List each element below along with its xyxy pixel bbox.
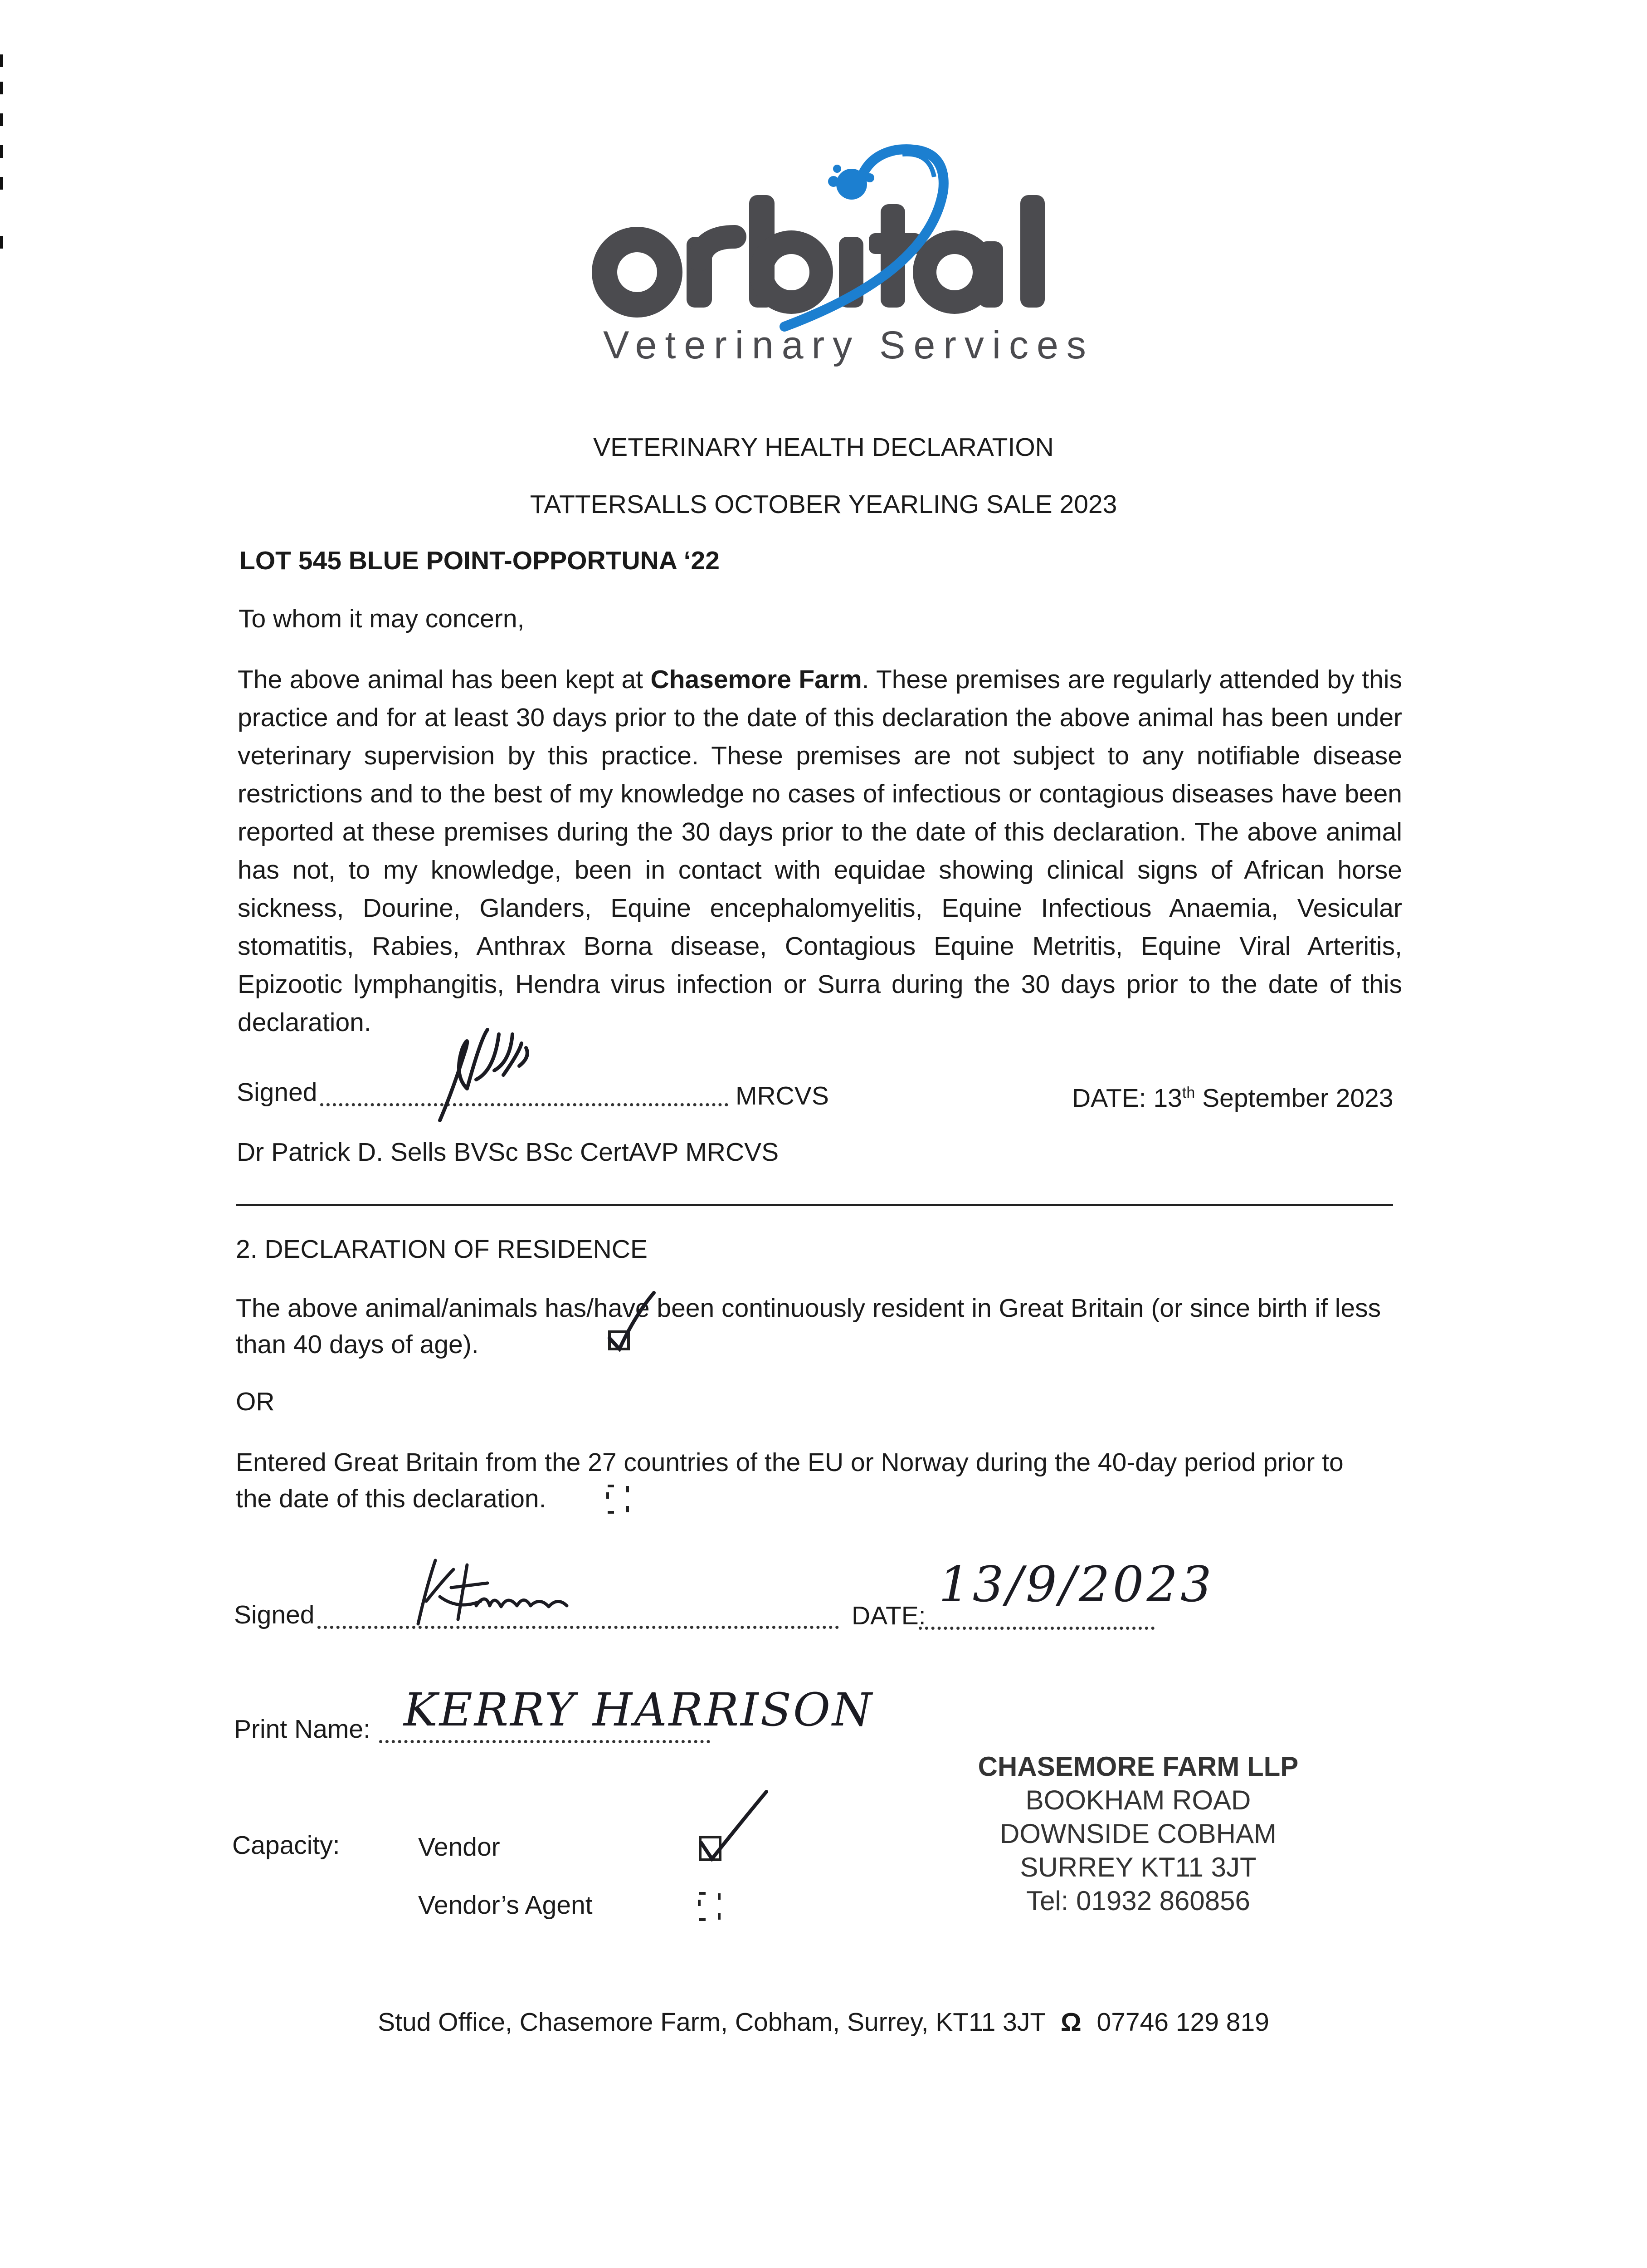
body-text-part2: . These premises are regularly attended by this practice and for at least 30 days prior to the date of this declaration the above animal has been under veterinary supervision by this practice. These premises are not subject to any notifiable disease restrictions and to the best of my knowledge no cases of infectious or contagious diseases have been reported at these premises during the 30 days prior to the date of this declaration. The above animal has not, to my knowledge, been in contact with equidae showing clinical signs of African horse sickness, Dourine, Glanders, Equine encephalomyelitis, Equine Infectious Anaemia, Vesicular stomatitis, Rabies, Anthrax Borna disease, Contagious Equine Metritis, Equine Viral Arteritis, Epizootic lymphangitis, Hendra virus infection or Surra during the 30 days prior to the date of this declaration. bbox=[238, 665, 1402, 1037]
farm-stamp bbox=[925, 1750, 1351, 1918]
date-day: DATE: 13 bbox=[1072, 1084, 1182, 1113]
residence-option1-line2: than 40 days of age). bbox=[236, 1330, 479, 1359]
vendor-checkbox[interactable] bbox=[694, 1783, 785, 1873]
agent-option-label: Vendor’s Agent bbox=[418, 1891, 593, 1920]
vet-signed-label: Signed bbox=[237, 1078, 317, 1107]
residence-option2-line2: the date of this declaration. bbox=[236, 1484, 546, 1513]
or-label: OR bbox=[236, 1387, 275, 1416]
footer-phone: 07746 129 819 bbox=[1096, 2008, 1269, 2037]
scan-mark bbox=[0, 82, 3, 94]
print-name-label: Print Name: bbox=[234, 1715, 370, 1744]
stamp-line3: DOWNSIDE COBHAM bbox=[999, 1818, 1277, 1849]
vendor-signed-label: Signed bbox=[234, 1600, 315, 1629]
capacity-label: Capacity: bbox=[232, 1831, 340, 1860]
lot-heading: LOT 545 BLUE POINT-OPPORTUNA ‘22 bbox=[239, 546, 720, 575]
vendor-handwritten-date: 13/9/2023 bbox=[939, 1556, 1214, 1613]
scan-mark bbox=[0, 54, 3, 67]
footer bbox=[0, 2009, 1647, 2035]
scan-mark bbox=[0, 113, 3, 126]
residence-option1-line1: The above animal/animals has/have been continuously resident in Great Britain (or since birth if less bbox=[236, 1294, 1381, 1323]
vendor-option-label: Vendor bbox=[418, 1833, 500, 1862]
scan-mark bbox=[0, 236, 3, 249]
vendor-signature bbox=[408, 1551, 599, 1628]
phone-icon: Ω bbox=[1060, 2008, 1082, 2037]
stamp-line5: Tel: 01932 860856 bbox=[1026, 1886, 1250, 1916]
residence-heading: 2. DECLARATION OF RESIDENCE bbox=[236, 1235, 648, 1264]
agent-checkbox[interactable] bbox=[697, 1891, 724, 1922]
print-name-value: KERRY HARRISON bbox=[404, 1683, 874, 1736]
logo-subtitle: Veterinary Services bbox=[603, 323, 1094, 367]
scan-mark bbox=[0, 145, 3, 158]
residence-option2-checkbox[interactable] bbox=[605, 1483, 632, 1515]
declaration-body bbox=[238, 660, 1402, 1041]
vet-signature bbox=[426, 1021, 535, 1125]
mrcvs-label: MRCVS bbox=[736, 1081, 829, 1110]
footer-address: Stud Office, Chasemore Farm, Cobham, Surrey, KT11 3JT bbox=[378, 2008, 1046, 2037]
stamp-line2: BOOKHAM ROAD bbox=[1025, 1785, 1251, 1815]
vendor-date-line bbox=[919, 1627, 1155, 1630]
farm-name: Chasemore Farm bbox=[650, 665, 862, 694]
orbital-logo bbox=[585, 136, 1094, 372]
residence-option1-checkbox[interactable] bbox=[603, 1288, 658, 1352]
print-name-line bbox=[379, 1740, 710, 1743]
greeting: To whom it may concern, bbox=[239, 604, 525, 633]
stamp-line4: SURREY KT11 3JT bbox=[1020, 1852, 1257, 1882]
vet-name: Dr Patrick D. Sells BVSc BSc CertAVP MRCVS bbox=[237, 1138, 779, 1167]
document-title: VETERINARY HEALTH DECLARATION bbox=[593, 433, 1054, 462]
body-text-part1: The above animal has been kept at bbox=[238, 665, 651, 694]
date-suffix: th bbox=[1182, 1084, 1195, 1101]
sale-title: TATTERSALLS OCTOBER YEARLING SALE 2023 bbox=[530, 490, 1117, 519]
stamp-line1: CHASEMORE FARM LLP bbox=[978, 1751, 1299, 1782]
residence-option2-line1: Entered Great Britain from the 27 countries of the EU or Norway during the 40-day period prior to bbox=[236, 1448, 1344, 1477]
date-month-year: September 2023 bbox=[1195, 1084, 1394, 1113]
vendor-date-label: DATE: bbox=[852, 1601, 926, 1630]
vet-declaration-date bbox=[1072, 1085, 1394, 1111]
section-divider bbox=[236, 1204, 1393, 1206]
scan-mark bbox=[0, 177, 3, 190]
